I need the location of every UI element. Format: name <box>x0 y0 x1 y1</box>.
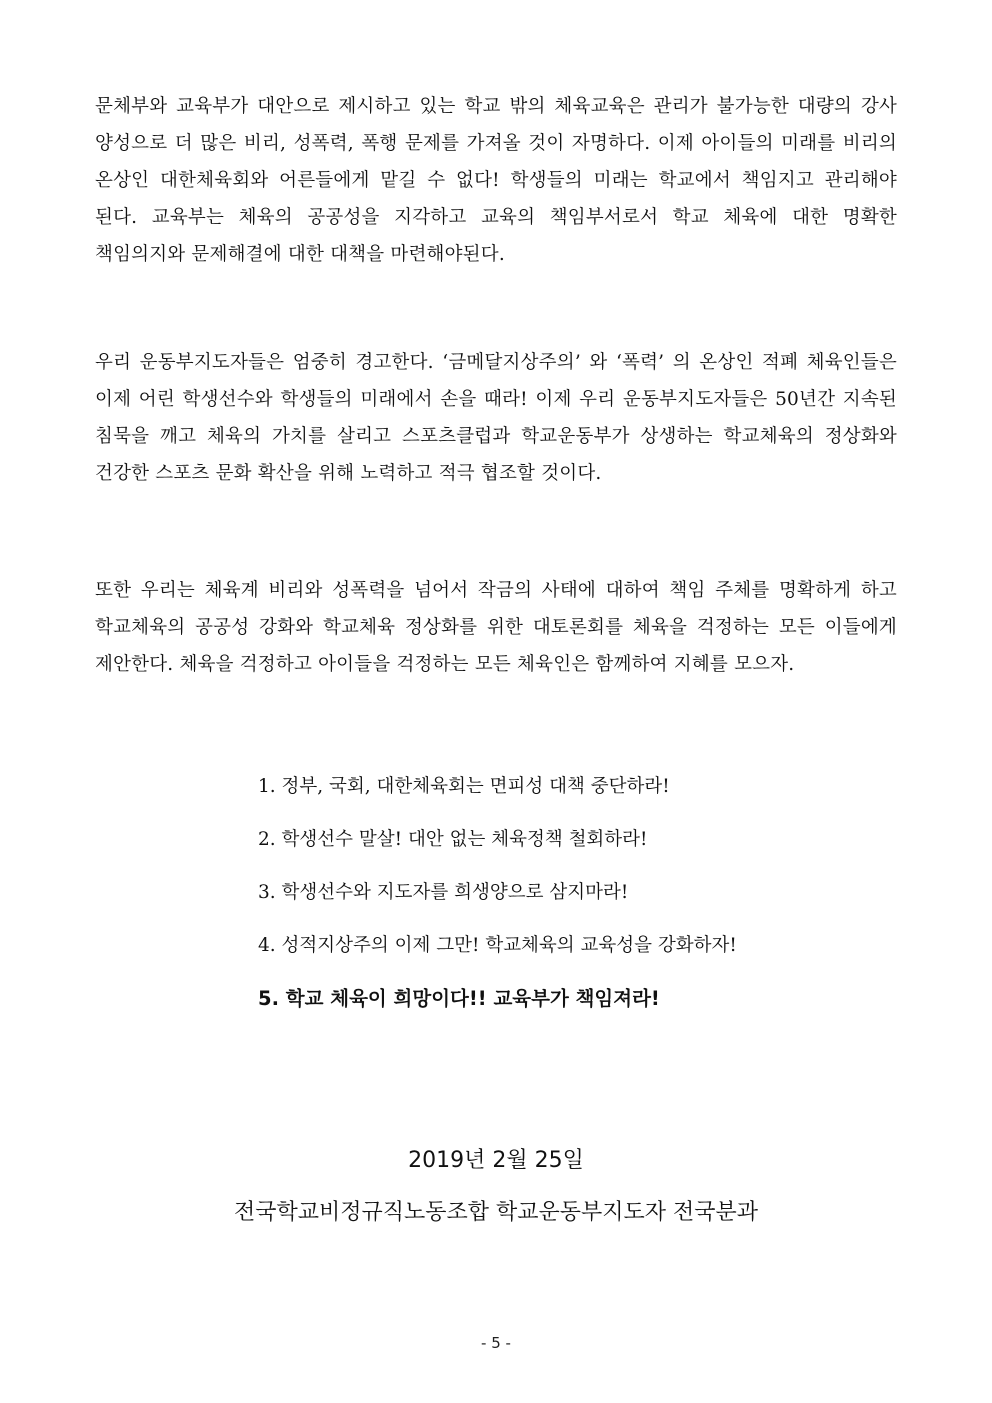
paragraph-proposal: 또한 우리는 체육계 비리와 성폭력을 넘어서 작금의 사태에 대하여 책임 주체를 명확하게 하고 학교체육의 공공성 강화와 학교체육 정상화를 위한 대토론회를 체육을 걱정하는 모든 이들에게 제안한다. 체육을 걱정하고 아이들을 걱정하는 모든 체육인은 함께하여 지혜를 모으자. <box>95 580 897 675</box>
demand-item: 1. 정부, 국회, 대한체육회는 면피성 대책 중단하라! <box>258 776 670 797</box>
paragraph-warning: 우리 운동부지도자들은 엄중히 경고한다. ‘금메달지상주의’ 와 ‘폭력’ 의 온상인 적폐 체육인들은 이제 어린 학생선수와 학생들의 미래에서 손을 때라! 이제 우리 운동부지도자들은 50년간 지속된 침묵을 깨고 체육의 가치를 살리고 스포츠클럽과 학교운동부가 상생하는 학교체육의 정상화와 건강한 스포츠 문화 확산을 위해 노력하고 적극 협조할 것이다. <box>95 352 897 484</box>
page-number: - 5 - <box>481 1334 511 1352</box>
demand-item-emphasized: 5. 학교 체육이 희망이다!! 교육부가 책임져라! <box>258 987 660 1010</box>
demand-item: 4. 성적지상주의 이제 그만! 학교체육의 교육성을 강화하자! <box>258 935 737 956</box>
paragraph-education-responsibility: 문체부와 교육부가 대안으로 제시하고 있는 학교 밖의 체육교육은 관리가 불가능한 대량의 강사 양성으로 더 많은 비리, 성폭력, 폭행 문제를 가져올 것이 자명하다. 이제 아이들의 미래를 비리의 온상인 대한체육회와 어른들에게 맡길 수 없다! 학생들의 미래는 학교에서 책임지고 관리해야 된다. 교육부는 체육의 공공성을 지각하고 교육의 책임부서로서 학교 체육에 대한 명확한 책임의지와 문제해결에 대한 대책을 마련해야된다. <box>95 96 897 265</box>
demands-list <box>258 765 898 1030</box>
statement-date: 2019년 2월 25일 <box>408 1148 584 1173</box>
demand-item: 2. 학생선수 말살! 대안 없는 체육정책 철회하라! <box>258 829 648 850</box>
demand-item: 3. 학생선수와 지도자를 희생양으로 삼지마라! <box>258 882 629 903</box>
organization-name: 전국학교비정규직노동조합 학교운동부지도자 전국분과 <box>233 1200 759 1225</box>
